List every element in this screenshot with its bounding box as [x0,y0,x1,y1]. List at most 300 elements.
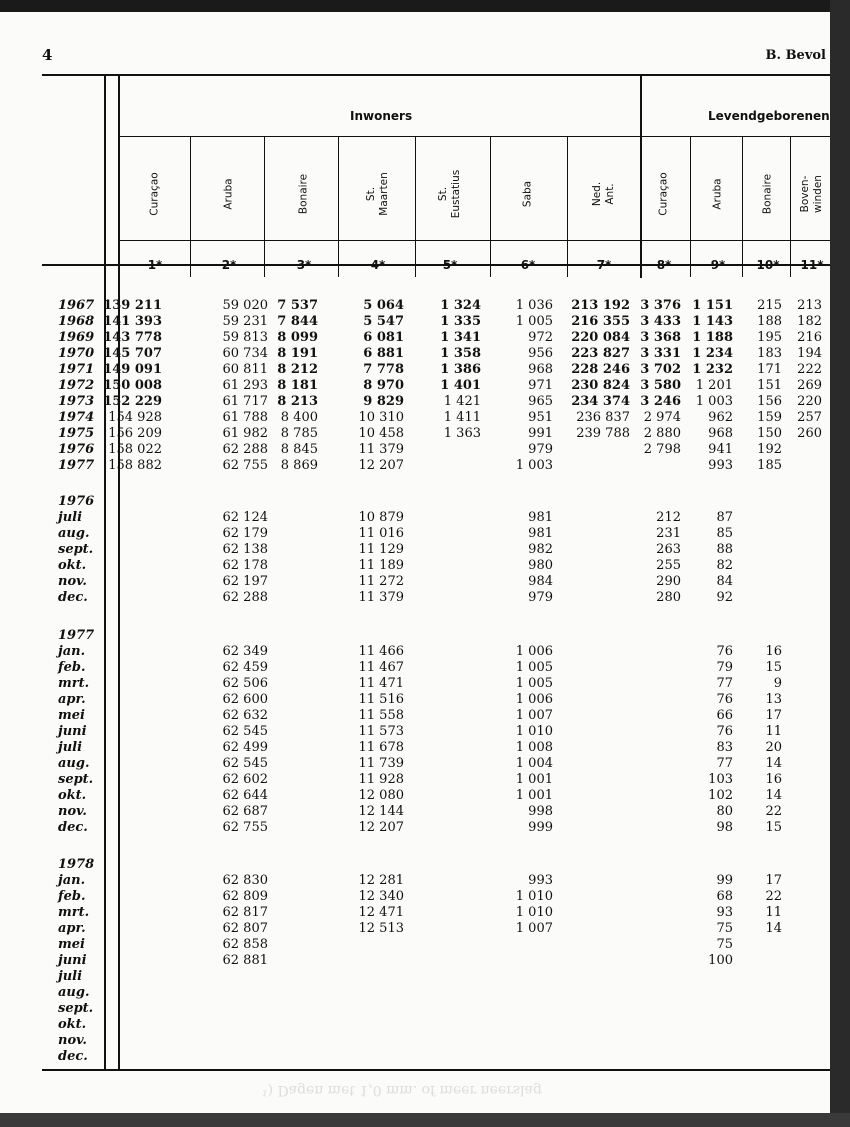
row-label: aug. [58,985,90,1000]
table-cell: 8 191 [277,346,318,361]
table-cell: 152 229 [103,394,162,409]
table-row [0,1033,830,1048]
table-cell: 99 [716,873,733,888]
table-cell: 10 879 [358,510,404,525]
table-cell: 2 974 [643,410,681,425]
group-inwoners: Inwoners [350,109,413,123]
table-cell: 1 001 [515,772,553,787]
scan-border-top [0,0,850,12]
column-number-3: 3* [296,258,312,272]
column-header-9: Aruba [711,178,724,210]
table-cell: 1 004 [515,756,553,771]
column-header-1: Curaçao [148,172,161,216]
table-row [0,590,830,605]
column-header-5: St. Eustatius [437,169,462,219]
table-cell: 61 717 [222,394,268,409]
table-cell: 22 [765,889,782,904]
table-cell: 154 928 [108,410,162,425]
table-cell: 17 [765,708,782,723]
table-cell: 1 151 [692,298,733,313]
table-cell: 76 [716,724,733,739]
table-cell: 62 644 [222,788,268,803]
table-cell: 62 179 [222,526,268,541]
group-divider [118,136,830,137]
row-label: nov. [58,1033,87,1048]
row-label: 1973 [58,394,95,409]
table-cell: 85 [716,526,733,541]
table-cell: 103 [708,772,733,787]
table-cell: 6 081 [363,330,404,345]
table-row [0,644,830,659]
table-cell: 62 178 [222,558,268,573]
table-cell: 14 [765,921,782,936]
table-cell: 8 845 [280,442,318,457]
table-cell: 231 [656,526,681,541]
table-cell: 62 600 [222,692,268,707]
table-cell: 8 869 [280,458,318,473]
table-cell: 77 [716,756,733,771]
group-separator [640,74,642,278]
column-number-6: 6* [520,258,536,272]
table-cell: 15 [765,660,782,675]
column-header-3: Bonaire [297,173,310,215]
table-cell: 14 [765,756,782,771]
header-divider [118,240,830,241]
table-cell: 62 124 [222,510,268,525]
table-row [0,820,830,835]
table-cell: 3 433 [640,314,681,329]
table-cell: 143 778 [103,330,162,345]
table-cell: 6 881 [363,346,404,361]
table-cell: 228 246 [571,362,630,377]
bleed-through-footnote: ¹) Dagen met 1,0 mm. of meer neerslag [262,1082,542,1098]
table-cell: 3 331 [640,346,681,361]
table-cell: 1 358 [440,346,481,361]
table-cell: 62 138 [222,542,268,557]
table-row [0,510,830,525]
table-cell: 216 [797,330,822,345]
column-header-10: Bonaire [761,173,774,215]
table-cell: 1 401 [440,378,481,393]
column-header-6: Saba [521,180,534,208]
table-row [0,628,830,643]
table-cell: 11 558 [358,708,404,723]
table-cell: 11 516 [358,692,404,707]
table-cell: 141 393 [103,314,162,329]
row-label: feb. [58,660,86,675]
table-cell: 12 281 [358,873,404,888]
table-cell: 984 [528,574,553,589]
table-cell: 1 421 [443,394,481,409]
table-cell: 158 882 [108,458,162,473]
row-label: dec. [58,1049,88,1064]
table-cell: 968 [528,362,553,377]
table-cell: 62 755 [222,458,268,473]
table-cell: 75 [716,921,733,936]
table-cell: 59 020 [222,298,268,313]
column-header-8: Curaçao [657,172,670,216]
column-header-7: Ned. Ant. [591,181,616,207]
table-cell: 61 293 [222,378,268,393]
table-row [0,426,830,441]
table-row [0,362,830,377]
table-cell: 62 632 [222,708,268,723]
table-cell: 968 [708,426,733,441]
table-cell: 12 207 [358,458,404,473]
table-cell: 192 [757,442,782,457]
table-cell: 62 817 [222,905,268,920]
table-cell: 982 [528,542,553,557]
table-cell: 1 143 [692,314,733,329]
column-number-4: 4* [370,258,386,272]
table-cell: 16 [765,772,782,787]
table-cell: 991 [528,426,553,441]
table-cell: 3 246 [640,394,681,409]
table-cell: 213 [797,298,822,313]
table-row [0,676,830,691]
table-cell: 17 [765,873,782,888]
row-label: dec. [58,590,88,605]
table-cell: 183 [757,346,782,361]
table-cell: 260 [797,426,822,441]
row-label: 1976 [58,442,95,457]
row-label: 1971 [58,362,95,377]
table-row [0,526,830,541]
scan-border-bottom [0,1113,850,1127]
table-cell: 3 702 [640,362,681,377]
table-cell: 62 197 [222,574,268,589]
table-cell: 1 363 [443,426,481,441]
column-number-7: 7* [596,258,612,272]
table-cell: 1 010 [515,889,553,904]
table-cell: 62 602 [222,772,268,787]
table-cell: 212 [656,510,681,525]
table-cell: 12 340 [358,889,404,904]
table-cell: 999 [528,820,553,835]
table-cell: 62 545 [222,724,268,739]
table-cell: 12 144 [358,804,404,819]
table-cell: 5 064 [363,298,404,313]
table-cell: 3 376 [640,298,681,313]
table-cell: 62 687 [222,804,268,819]
table-cell: 11 [765,905,782,920]
table-cell: 290 [656,574,681,589]
row-label: jan. [58,873,86,888]
table-cell: 7 537 [277,298,318,313]
table-cell: 92 [716,590,733,605]
table-cell: 981 [528,526,553,541]
table-row [0,804,830,819]
table-cell: 77 [716,676,733,691]
column-number-11: 11* [800,258,824,272]
table-cell: 220 [797,394,822,409]
table-cell: 61 982 [222,426,268,441]
table-cell: 62 288 [222,590,268,605]
table-cell: 11 467 [358,660,404,675]
table-cell: 1 234 [692,346,733,361]
table-cell: 2 880 [643,426,681,441]
table-cell: 1 010 [515,905,553,920]
table-cell: 82 [716,558,733,573]
table-cell: 213 192 [571,298,630,313]
row-label: 1967 [58,298,95,313]
row-label: jan. [58,644,86,659]
table-cell: 11 129 [358,542,404,557]
table-cell: 11 379 [358,590,404,605]
table-cell: 60 811 [222,362,268,377]
table-cell: 62 499 [222,740,268,755]
table-cell: 972 [528,330,553,345]
table-cell: 1 341 [440,330,481,345]
table-cell: 62 349 [222,644,268,659]
table-cell: 1 005 [515,676,553,691]
table-cell: 151 [757,378,782,393]
table-cell: 1 232 [692,362,733,377]
row-label: sept. [58,542,94,557]
table-cell: 8 400 [280,410,318,425]
table-cell: 68 [716,889,733,904]
table-cell: 1 188 [692,330,733,345]
table-cell: 216 355 [571,314,630,329]
column-number-8: 8* [656,258,672,272]
section-title: B. Bevol [765,48,826,63]
table-cell: 1 006 [515,692,553,707]
table-cell: 11 466 [358,644,404,659]
table-cell: 11 573 [358,724,404,739]
table-row [0,873,830,888]
table-cell: 194 [797,346,822,361]
table-cell: 11 379 [358,442,404,457]
table-cell: 13 [765,692,782,707]
column-header-11: Boven- winden [799,175,824,213]
table-cell: 993 [708,458,733,473]
table-cell: 1 324 [440,298,481,313]
top-rule [42,74,830,76]
table-cell: 145 707 [103,346,162,361]
row-label: nov. [58,804,87,819]
table-cell: 223 827 [571,346,630,361]
row-label: juni [58,724,87,739]
table-cell: 1 036 [515,298,553,313]
table-cell: 10 458 [358,426,404,441]
table-cell: 62 881 [222,953,268,968]
row-label: 1977 [58,628,95,643]
table-cell: 1 001 [515,788,553,803]
table-row [0,788,830,803]
column-number-2: 2* [221,258,237,272]
table-cell: 998 [528,804,553,819]
table-cell: 62 506 [222,676,268,691]
table-cell: 62 858 [222,937,268,952]
table-cell: 76 [716,644,733,659]
table-cell: 76 [716,692,733,707]
table-cell: 62 830 [222,873,268,888]
table-cell: 62 809 [222,889,268,904]
table-row [0,724,830,739]
table-row [0,378,830,393]
scan-border-right [830,0,850,1127]
table-cell: 979 [528,590,553,605]
table-cell: 10 310 [358,410,404,425]
table-cell: 257 [797,410,822,425]
row-label: juli [58,510,83,525]
row-label: dec. [58,820,88,835]
table-cell: 956 [528,346,553,361]
table-cell: 1 010 [515,724,553,739]
table-cell: 951 [528,410,553,425]
table-row [0,708,830,723]
table-cell: 220 084 [571,330,630,345]
table-row [0,458,830,473]
table-cell: 14 [765,788,782,803]
table-cell: 1 007 [515,708,553,723]
row-label: mei [58,937,85,952]
row-label: 1976 [58,494,95,509]
table-cell: 222 [797,362,822,377]
table-row [0,969,830,984]
row-label: okt. [58,1017,87,1032]
table-row [0,756,830,771]
table-cell: 941 [708,442,733,457]
table-cell: 75 [716,937,733,952]
table-cell: 150 [757,426,782,441]
table-cell: 971 [528,378,553,393]
table-row [0,394,830,409]
table-cell: 3 580 [640,378,681,393]
table-row [0,330,830,345]
table-cell: 62 545 [222,756,268,771]
table-row [0,937,830,952]
row-label: 1970 [58,346,95,361]
table-cell: 185 [757,458,782,473]
table-cell: 8 970 [363,378,404,393]
table-cell: 3 368 [640,330,681,345]
table-row [0,410,830,425]
table-cell: 1 008 [515,740,553,755]
table-cell: 7 844 [277,314,318,329]
table-cell: 1 006 [515,644,553,659]
row-label: aug. [58,756,90,771]
table-cell: 62 288 [222,442,268,457]
table-row [0,494,830,509]
table-cell: 980 [528,558,553,573]
table-cell: 7 778 [363,362,404,377]
table-row [0,558,830,573]
table-cell: 11 189 [358,558,404,573]
column-number-10: 10* [756,258,780,272]
table-cell: 87 [716,510,733,525]
table-cell: 979 [528,442,553,457]
column-number-5: 5* [442,258,458,272]
table-cell: 149 091 [103,362,162,377]
table-cell: 280 [656,590,681,605]
table-cell: 2 798 [643,442,681,457]
table-cell: 62 807 [222,921,268,936]
table-cell: 1 386 [440,362,481,377]
table-cell: 88 [716,542,733,557]
table-cell: 1 003 [695,394,733,409]
table-cell: 1 005 [515,660,553,675]
table-row [0,889,830,904]
table-cell: 12 471 [358,905,404,920]
table-cell: 9 [773,676,782,691]
table-cell: 83 [716,740,733,755]
table-cell: 11 016 [358,526,404,541]
table-cell: 981 [528,510,553,525]
table-cell: 59 231 [222,314,268,329]
column-header-4: St. Maarten [365,172,390,216]
table-cell: 11 678 [358,740,404,755]
table-cell: 150 008 [103,378,162,393]
bottom-rule [42,1069,830,1071]
table-cell: 139 211 [103,298,162,313]
row-label: nov. [58,574,87,589]
column-header-2: Aruba [222,178,235,210]
table-cell: 993 [528,873,553,888]
page-number: 4 [42,46,53,64]
table-cell: 158 022 [108,442,162,457]
table-cell: 100 [708,953,733,968]
row-label: okt. [58,558,87,573]
table-row [0,442,830,457]
table-row [0,921,830,936]
table-cell: 182 [797,314,822,329]
table-cell: 20 [765,740,782,755]
document-page [0,12,830,1113]
row-label: mrt. [58,676,90,691]
table-cell: 156 209 [108,426,162,441]
table-row [0,298,830,313]
table-row [0,346,830,361]
row-label: feb. [58,889,86,904]
table-cell: 263 [656,542,681,557]
table-row [0,772,830,787]
table-cell: 255 [656,558,681,573]
table-cell: 1 201 [695,378,733,393]
table-cell: 12 513 [358,921,404,936]
row-label: sept. [58,772,94,787]
table-cell: 1 411 [443,410,481,425]
table-cell: 15 [765,820,782,835]
table-cell: 234 374 [571,394,630,409]
table-cell: 11 928 [358,772,404,787]
table-cell: 12 207 [358,820,404,835]
table-cell: 61 788 [222,410,268,425]
row-label: mei [58,708,85,723]
row-label: apr. [58,692,86,707]
table-row [0,660,830,675]
row-label: 1977 [58,458,95,473]
table-cell: 98 [716,820,733,835]
table-cell: 965 [528,394,553,409]
table-cell: 8 099 [277,330,318,345]
table-cell: 11 [765,724,782,739]
table-cell: 102 [708,788,733,803]
row-label: 1978 [58,857,95,872]
table-cell: 93 [716,905,733,920]
table-cell: 8 212 [277,362,318,377]
row-label: okt. [58,788,87,803]
table-cell: 159 [757,410,782,425]
table-row [0,574,830,589]
table-cell: 188 [757,314,782,329]
table-row [0,1001,830,1016]
table-cell: 5 547 [363,314,404,329]
table-cell: 215 [757,298,782,313]
table-cell: 66 [716,708,733,723]
table-cell: 236 837 [576,410,630,425]
table-row [0,953,830,968]
